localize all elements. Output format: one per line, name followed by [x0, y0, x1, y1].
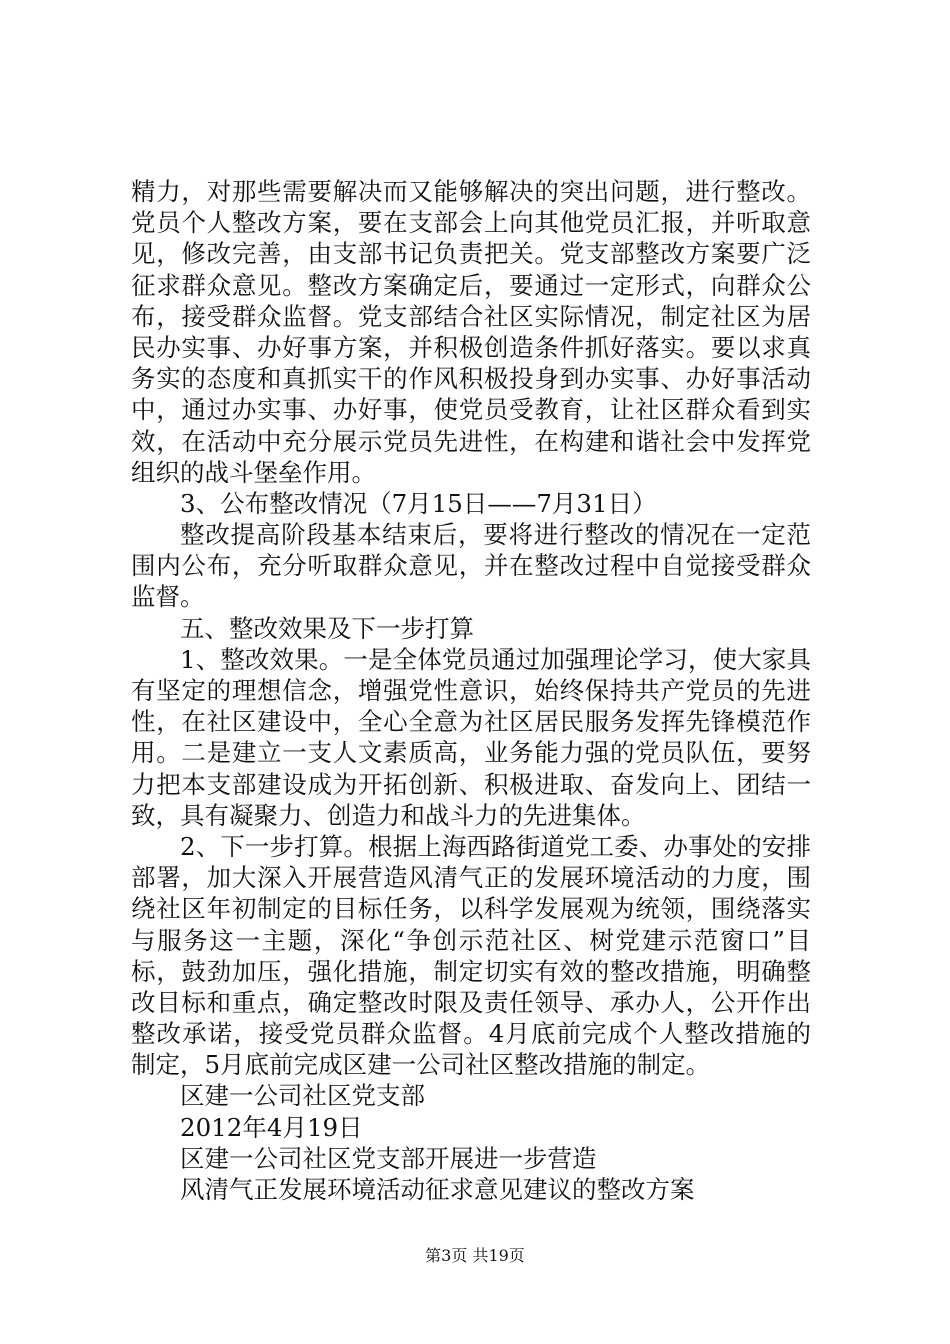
document-body — [131, 176, 811, 1205]
text-line: 民办实事、办好事方案，并积极创造条件抓好落实。要以求真 — [131, 332, 811, 362]
text-line: 效，在活动中充分展示党员先进性，在构建和谐社会中发挥党 — [131, 426, 811, 456]
text-line: 绕社区年初制定的目标任务，以科学发展观为统领，围绕落实 — [131, 894, 811, 924]
text-line: 中，通过办实事、办好事，使党员受教育，让社区群众看到实 — [131, 395, 811, 425]
text-line: 务实的态度和真抓实干的作风积极投身到办实事、办好事活动 — [131, 364, 811, 394]
text-line: 精力，对那些需要解决而又能够解决的突出问题，进行整改。 — [131, 177, 811, 206]
text-line: 整改提高阶段基本结束后，要将进行整改的情况在一定范 — [180, 520, 811, 550]
text-line: 布，接受群众监督。党支部结合社区实际情况，制定社区为居 — [131, 301, 811, 331]
text-line: 区建一公司社区党支部开展进一步营造 — [180, 1143, 597, 1173]
text-line: 改目标和重点，确定整改时限及责任领导、承办人，公开作出 — [131, 987, 811, 1017]
text-line: 见，修改完善，由支部书记负责把关。党支部整改方案要广泛 — [131, 239, 811, 269]
text-line: 标，鼓劲加压，强化措施，制定切实有效的整改措施，明确整 — [131, 956, 811, 986]
text-line: 制定，5月底前完成区建一公司社区整改措施的制定。 — [131, 1050, 711, 1080]
text-line: 1、整改效果。一是全体党员通过加强理论学习，使大家具 — [180, 644, 811, 674]
text-line: 用。二是建立一支人文素质高，业务能力强的党员队伍，要努 — [131, 738, 811, 768]
text-line: 有坚定的理想信念，增强党性意识，始终保持共产党员的先进 — [131, 676, 811, 705]
text-line: 征求群众意见。整改方案确定后，要通过一定形式，向群众公 — [131, 270, 811, 300]
text-line: 2、下一步打算。根据上海西路街道党工委、办事处的安排 — [180, 831, 811, 861]
text-line: 力把本支部建设成为开拓创新、积极进取、奋发向上、团结一 — [131, 769, 811, 799]
text-line: 整改承诺，接受党员群众监督。4月底前完成个人整改措施的 — [131, 1019, 811, 1049]
page-footer: 第3页 共19页 — [425, 1246, 525, 1265]
text-line: 部署，加大深入开展营造风清气正的发展环境活动的力度，围 — [131, 863, 811, 893]
text-line: 五、整改效果及下一步打算 — [180, 613, 474, 643]
text-line: 性，在社区建设中，全心全意为社区居民服务发挥先锋模范作 — [131, 707, 811, 737]
text-line: 组织的战斗堡垒作用。 — [131, 457, 376, 487]
text-line: 监督。 — [131, 582, 205, 612]
text-line: 围内公布，充分听取群众意见，并在整改过程中自觉接受群众 — [131, 551, 811, 581]
text-line: 区建一公司社区党支部 — [180, 1081, 425, 1111]
text-line: 3、公布整改情况（7月15日——7月31日） — [180, 488, 657, 518]
text-line: 致，具有凝聚力、创造力和战斗力的先进集体。 — [131, 800, 646, 830]
text-line: 2012年4月19日 — [180, 1112, 363, 1142]
text-line: 党员个人整改方案，要在支部会上向其他党员汇报，并听取意 — [131, 208, 811, 238]
text-line: 与服务这一主题，深化“争创示范社区、树党建示范窗口”目 — [131, 925, 811, 955]
text-line: 风清气正发展环境活动征求意见建议的整改方案 — [180, 1175, 695, 1204]
